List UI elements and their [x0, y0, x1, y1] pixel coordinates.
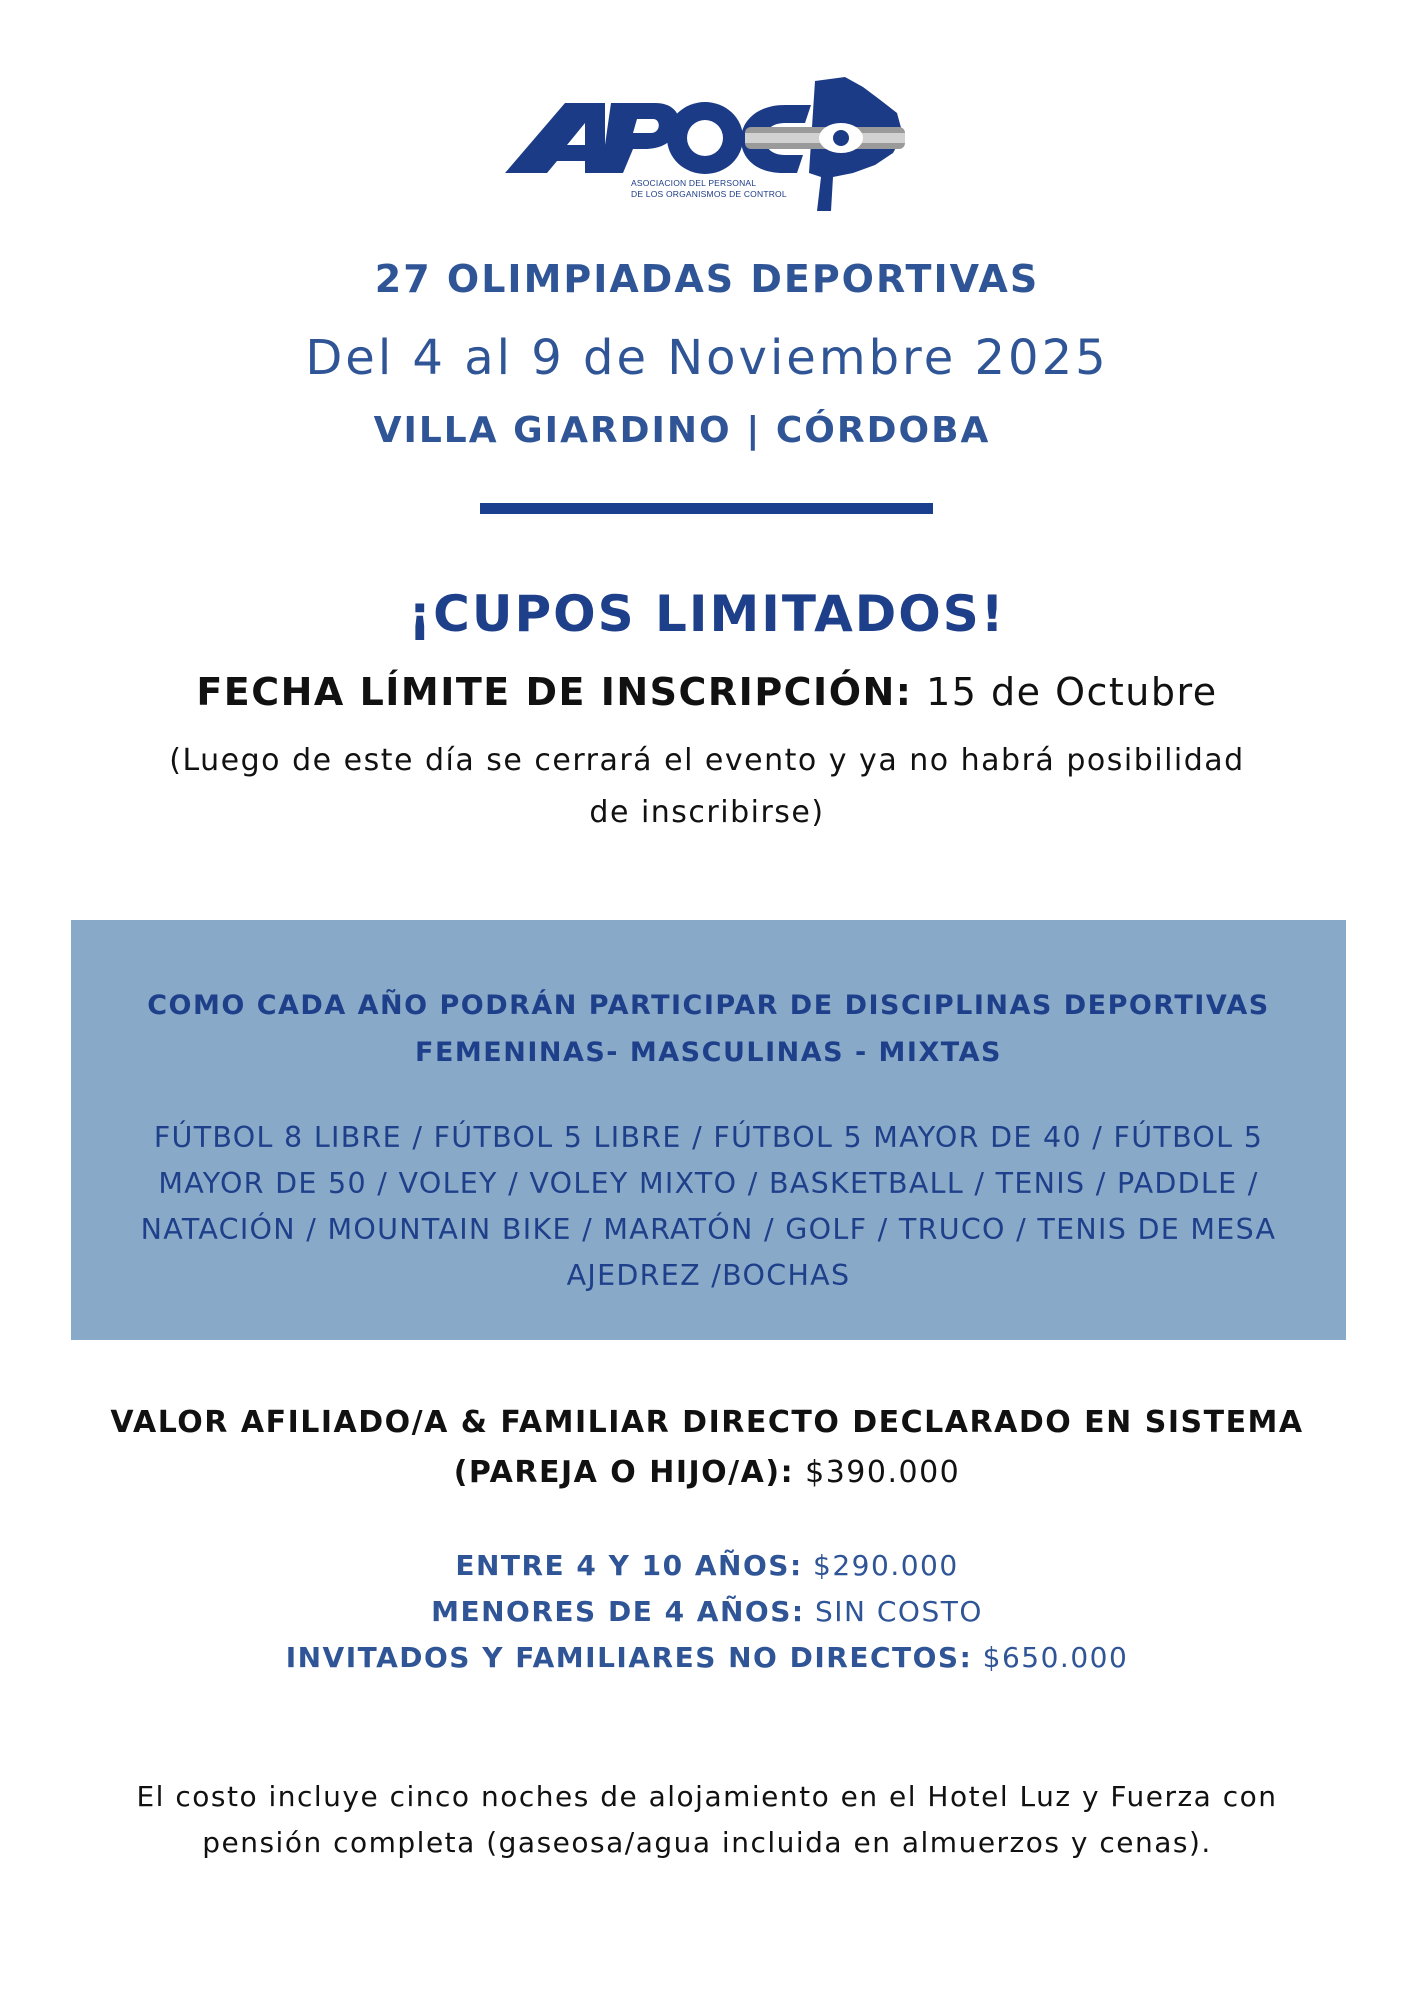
disciplines-heading-line2: FEMENINAS- MASCULINAS - MIXTAS: [415, 1037, 1002, 1068]
deadline-note: [0, 735, 1414, 839]
cost-includes-line2: pensión completa (gaseosa/agua incluida en almuerzos y cenas).: [202, 1826, 1212, 1859]
main-price-value: $390.000: [794, 1455, 961, 1490]
deadline-note-line1: (Luego de este día se cerrará el evento y ya no habrá posibilidad: [169, 743, 1245, 778]
sports-line2: MAYOR DE 50 / VOLEY / VOLEY MIXTO / BASKETBALL / TENIS / PADDLE /: [158, 1167, 1259, 1200]
limited-spots-headline: ¡CUPOS LIMITADOS!: [408, 585, 1006, 643]
logo-caption-line2: DE LOS ORGANISMOS DE CONTROL: [631, 189, 787, 199]
price-tier-value: SIN COSTO: [804, 1595, 983, 1628]
price-tier: [0, 1635, 1414, 1681]
deadline-note-line2: de inscribirse): [589, 795, 825, 830]
main-price-label-line2: (PAREJA O HIJO/A):: [453, 1455, 795, 1490]
disciplines-heading: [71, 982, 1346, 1076]
price-tier-value: $290.000: [802, 1549, 959, 1582]
deadline-label: FECHA LÍMITE DE INSCRIPCIÓN:: [196, 670, 913, 714]
price-tier-label: ENTRE 4 Y 10 AÑOS:: [455, 1549, 803, 1582]
main-price-line2: [0, 1448, 1414, 1498]
disciplines-panel: [71, 920, 1346, 1340]
event-dates: Del 4 al 9 de Noviembre 2025: [305, 330, 1109, 386]
logo-caption: [631, 178, 787, 200]
logo-caption-line1: ASOCIACION DEL PERSONAL: [631, 178, 757, 188]
price-tier-label: MENORES DE 4 AÑOS:: [431, 1595, 805, 1628]
price-tier-label: INVITADOS Y FAMILIARES NO DIRECTOS:: [285, 1641, 973, 1674]
disciplines-heading-line1: COMO CADA AÑO PODRÁN PARTICIPAR DE DISCIPLINAS DEPORTIVAS: [147, 990, 1270, 1021]
price-tier: [0, 1543, 1414, 1589]
main-price-label: VALOR AFILIADO/A & FAMILIAR DIRECTO DECLARADO EN SISTEMA: [110, 1405, 1304, 1440]
main-price: [0, 1398, 1414, 1498]
header-divider: [480, 503, 933, 514]
deadline: [0, 670, 1414, 714]
event-location: VILLA GIARDINO | CÓRDOBA: [373, 410, 991, 451]
sports-line4: AJEDREZ /BOCHAS: [566, 1259, 851, 1292]
main-price-label-line1: [0, 1398, 1414, 1448]
cost-includes-line1: El costo incluye cinco noches de alojamiento en el Hotel Luz y Fuerza con: [136, 1780, 1278, 1813]
price-tier-value: $650.000: [972, 1641, 1129, 1674]
price-tiers: [0, 1543, 1414, 1681]
sports-line1: FÚTBOL 8 LIBRE / FÚTBOL 5 LIBRE / FÚTBOL 5 MAYOR DE 40 / FÚTBOL 5: [153, 1121, 1264, 1154]
sports-list: [81, 1115, 1336, 1299]
sports-line3: NATACIÓN / MOUNTAIN BIKE / MARATÓN / GOLF / TRUCO / TENIS DE MESA: [140, 1213, 1277, 1246]
deadline-value: 15 de Octubre: [912, 670, 1218, 714]
event-title: 27 OLIMPIADAS DEPORTIVAS: [374, 257, 1040, 301]
cost-includes-note: [0, 1774, 1414, 1866]
price-tier: [0, 1589, 1414, 1635]
